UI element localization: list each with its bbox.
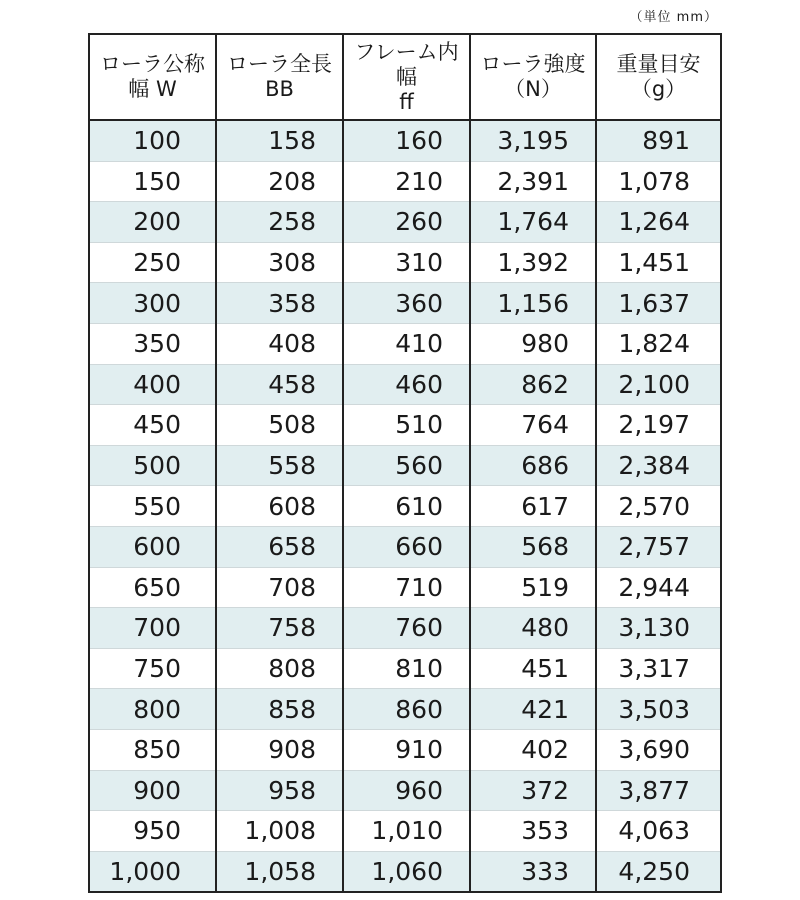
cell-frame-inner-width: 960 [343,770,470,811]
cell-roller-length: 858 [216,689,343,730]
cell-frame-inner-width: 510 [343,405,470,446]
header-roller-strength-line-2: （N） [504,77,562,101]
cell-nominal-width: 850 [89,729,216,770]
cell-roller-strength: 1,156 [470,283,596,324]
table-row [89,608,721,649]
cell-nominal-width: 750 [89,648,216,689]
cell-roller-length: 808 [216,648,343,689]
cell-nominal-width: 500 [89,445,216,486]
cell-nominal-width: 650 [89,567,216,608]
cell-roller-length: 508 [216,405,343,446]
cell-roller-length: 1,058 [216,851,343,892]
header-row [89,34,721,120]
cell-roller-length: 258 [216,202,343,243]
cell-nominal-width: 100 [89,120,216,161]
table-row [89,161,721,202]
cell-roller-length: 958 [216,770,343,811]
header-weight-line-1: 重量目安 [616,52,701,76]
cell-roller-strength: 451 [470,648,596,689]
cell-weight: 3,877 [596,770,721,811]
cell-nominal-width: 200 [89,202,216,243]
table-row [89,811,721,852]
header-frame-inner-width-line-1: フレーム内幅 [354,39,459,89]
header-nominal-width [89,34,216,120]
header-frame-inner-width-line-2: ff [399,89,414,114]
cell-weight: 2,100 [596,364,721,405]
cell-roller-length: 758 [216,608,343,649]
table-body [89,120,721,892]
header-roller-length-line-2: BB [265,77,294,101]
cell-weight: 2,944 [596,567,721,608]
cell-nominal-width: 300 [89,283,216,324]
cell-roller-length: 408 [216,323,343,364]
cell-roller-length: 1,008 [216,811,343,852]
cell-frame-inner-width: 810 [343,648,470,689]
cell-frame-inner-width: 860 [343,689,470,730]
cell-frame-inner-width: 610 [343,486,470,527]
cell-frame-inner-width: 660 [343,526,470,567]
cell-roller-strength: 372 [470,770,596,811]
cell-nominal-width: 450 [89,405,216,446]
table-row [89,120,721,161]
cell-roller-strength: 862 [470,364,596,405]
cell-weight: 1,637 [596,283,721,324]
header-frame-inner-width [343,34,470,120]
cell-roller-strength: 333 [470,851,596,892]
cell-nominal-width: 550 [89,486,216,527]
cell-roller-length: 708 [216,567,343,608]
cell-roller-strength: 3,195 [470,120,596,161]
cell-nominal-width: 950 [89,811,216,852]
header-nominal-width-line-2: 幅 W [128,77,177,101]
unit-note: （単位 mm） [629,10,718,25]
table-row [89,486,721,527]
cell-frame-inner-width: 260 [343,202,470,243]
spec-table [88,33,722,893]
cell-weight: 2,197 [596,405,721,446]
cell-weight: 4,063 [596,811,721,852]
cell-weight: 2,570 [596,486,721,527]
cell-weight: 3,690 [596,729,721,770]
cell-nominal-width: 250 [89,242,216,283]
cell-nominal-width: 800 [89,689,216,730]
table-row [89,729,721,770]
cell-roller-strength: 1,392 [470,242,596,283]
header-weight [596,34,721,120]
cell-roller-length: 358 [216,283,343,324]
cell-nominal-width: 350 [89,323,216,364]
cell-nominal-width: 600 [89,526,216,567]
table-row [89,526,721,567]
cell-nominal-width: 1,000 [89,851,216,892]
cell-frame-inner-width: 560 [343,445,470,486]
cell-nominal-width: 900 [89,770,216,811]
cell-weight: 1,264 [596,202,721,243]
cell-weight: 3,317 [596,648,721,689]
cell-roller-strength: 1,764 [470,202,596,243]
cell-roller-strength: 519 [470,567,596,608]
cell-roller-length: 558 [216,445,343,486]
header-nominal-width-line-1: ローラ公称 [100,52,205,76]
cell-weight: 1,824 [596,323,721,364]
cell-frame-inner-width: 710 [343,567,470,608]
cell-weight: 2,384 [596,445,721,486]
cell-weight: 3,130 [596,608,721,649]
cell-frame-inner-width: 1,060 [343,851,470,892]
table-header [89,34,721,120]
table-row [89,567,721,608]
cell-roller-strength: 686 [470,445,596,486]
table-row [89,770,721,811]
table-row [89,851,721,892]
cell-roller-length: 308 [216,242,343,283]
cell-frame-inner-width: 910 [343,729,470,770]
cell-roller-length: 908 [216,729,343,770]
header-roller-strength-line-1: ローラ強度 [480,52,586,76]
cell-frame-inner-width: 410 [343,323,470,364]
table-row [89,445,721,486]
cell-roller-strength: 764 [470,405,596,446]
cell-roller-strength: 402 [470,729,596,770]
table-row [89,323,721,364]
cell-frame-inner-width: 360 [343,283,470,324]
cell-weight: 891 [596,120,721,161]
cell-roller-length: 608 [216,486,343,527]
cell-roller-strength: 2,391 [470,161,596,202]
cell-weight: 1,078 [596,161,721,202]
cell-frame-inner-width: 310 [343,242,470,283]
cell-roller-length: 158 [216,120,343,161]
table-row [89,648,721,689]
cell-roller-strength: 421 [470,689,596,730]
cell-weight: 4,250 [596,851,721,892]
cell-frame-inner-width: 760 [343,608,470,649]
cell-roller-strength: 353 [470,811,596,852]
cell-roller-length: 658 [216,526,343,567]
cell-nominal-width: 150 [89,161,216,202]
table-row [89,364,721,405]
cell-roller-length: 458 [216,364,343,405]
cell-weight: 1,451 [596,242,721,283]
cell-frame-inner-width: 460 [343,364,470,405]
cell-nominal-width: 400 [89,364,216,405]
roller-spec-table [88,33,720,893]
cell-roller-strength: 980 [470,323,596,364]
cell-weight: 3,503 [596,689,721,730]
header-roller-strength [470,34,596,120]
cell-frame-inner-width: 210 [343,161,470,202]
table-row [89,689,721,730]
cell-roller-strength: 568 [470,526,596,567]
table-row [89,202,721,243]
cell-roller-length: 208 [216,161,343,202]
table-row [89,242,721,283]
table-row [89,405,721,446]
header-roller-length [216,34,343,120]
cell-frame-inner-width: 1,010 [343,811,470,852]
cell-frame-inner-width: 160 [343,120,470,161]
cell-roller-strength: 480 [470,608,596,649]
cell-roller-strength: 617 [470,486,596,527]
cell-nominal-width: 700 [89,608,216,649]
header-weight-line-2: （g） [630,77,687,101]
header-roller-length-line-1: ローラ全長 [227,52,332,76]
cell-weight: 2,757 [596,526,721,567]
table-row [89,283,721,324]
